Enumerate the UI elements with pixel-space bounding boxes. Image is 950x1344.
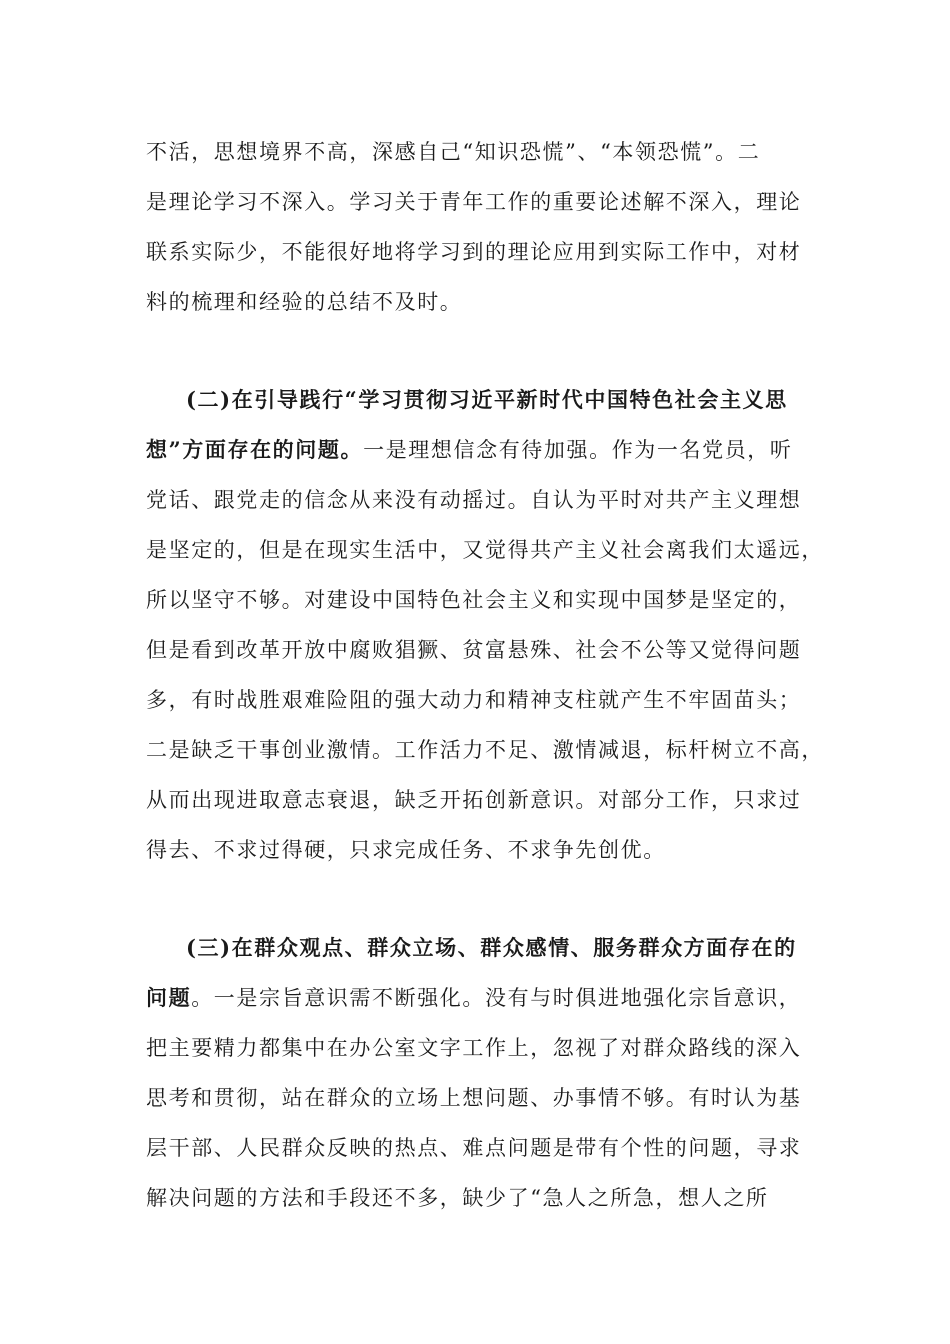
text-line: 从而出现进取意志衰退，缺乏开拓创新意识。对部分工作，只求过 — [146, 788, 802, 812]
text-line: 解决问题的方法和手段还不多，缺少了“急人之所急，想人之所 — [146, 1186, 769, 1210]
text-line: 思考和贯彻，站在群众的立场上想问题、办事情不够。有时认为基 — [146, 1086, 802, 1110]
text-line: 所以坚守不够。对建设中国特色社会主义和实现中国梦是坚定的， — [146, 588, 802, 612]
text-line: 是理论学习不深入。学习关于青年工作的重要论述解不深入，理论 — [146, 190, 802, 214]
text-span: 。一是宗旨意识需不断强化。没有与时俱进地强化宗旨意识， — [191, 986, 802, 1010]
text-line: 层干部、人民群众反映的热点、难点问题是带有个性的问题，寻求 — [146, 1136, 802, 1160]
text-line: 但是看到改革开放中腐败猖獗、贫富悬殊、社会不公等又觉得问题 — [146, 638, 802, 662]
text-line — [146, 983, 826, 1013]
text-line: 党话、跟党走的信念从来没有动摇过。自认为平时对共产主义理想 — [146, 488, 802, 512]
section-heading-end: 问题 — [146, 985, 192, 1010]
text-line: 多，有时战胜艰难险阻的强大动力和精神支柱就产生不牢固苗头； — [146, 688, 802, 712]
text-line: 是坚定的，但是在现实生活中，又觉得共产主义社会离我们太遥远， — [146, 538, 824, 562]
text-line — [146, 435, 826, 465]
section-heading: (二)在引导践行“学习贯彻习近平新时代中国特色社会主义思 — [186, 387, 788, 412]
section-heading-end: 想”方面存在的问题。 — [146, 437, 364, 462]
text-line: 联系实际少，不能很好地将学习到的理论应用到实际工作中，对材 — [146, 240, 802, 264]
text-line: 不活，思想境界不高，深感自己“知识恐慌”、“本领恐慌”。二 — [146, 140, 761, 164]
text-line: 得去、不求过得硬，只求完成任务、不求争先创优。 — [146, 838, 666, 862]
text-line: 把主要精力都集中在办公室文字工作上，忽视了对群众路线的深入 — [146, 1036, 802, 1060]
section-heading: (三)在群众观点、群众立场、群众感情、服务群众方面存在的 — [186, 935, 797, 960]
text-span: 一是理想信念有待加强。作为一名党员，听 — [363, 438, 793, 462]
text-line: 二是缺乏干事创业激情。工作活力不足、激情减退，标杆树立不高， — [146, 738, 824, 762]
text-line: 料的梳理和经验的总结不及时。 — [146, 290, 463, 314]
